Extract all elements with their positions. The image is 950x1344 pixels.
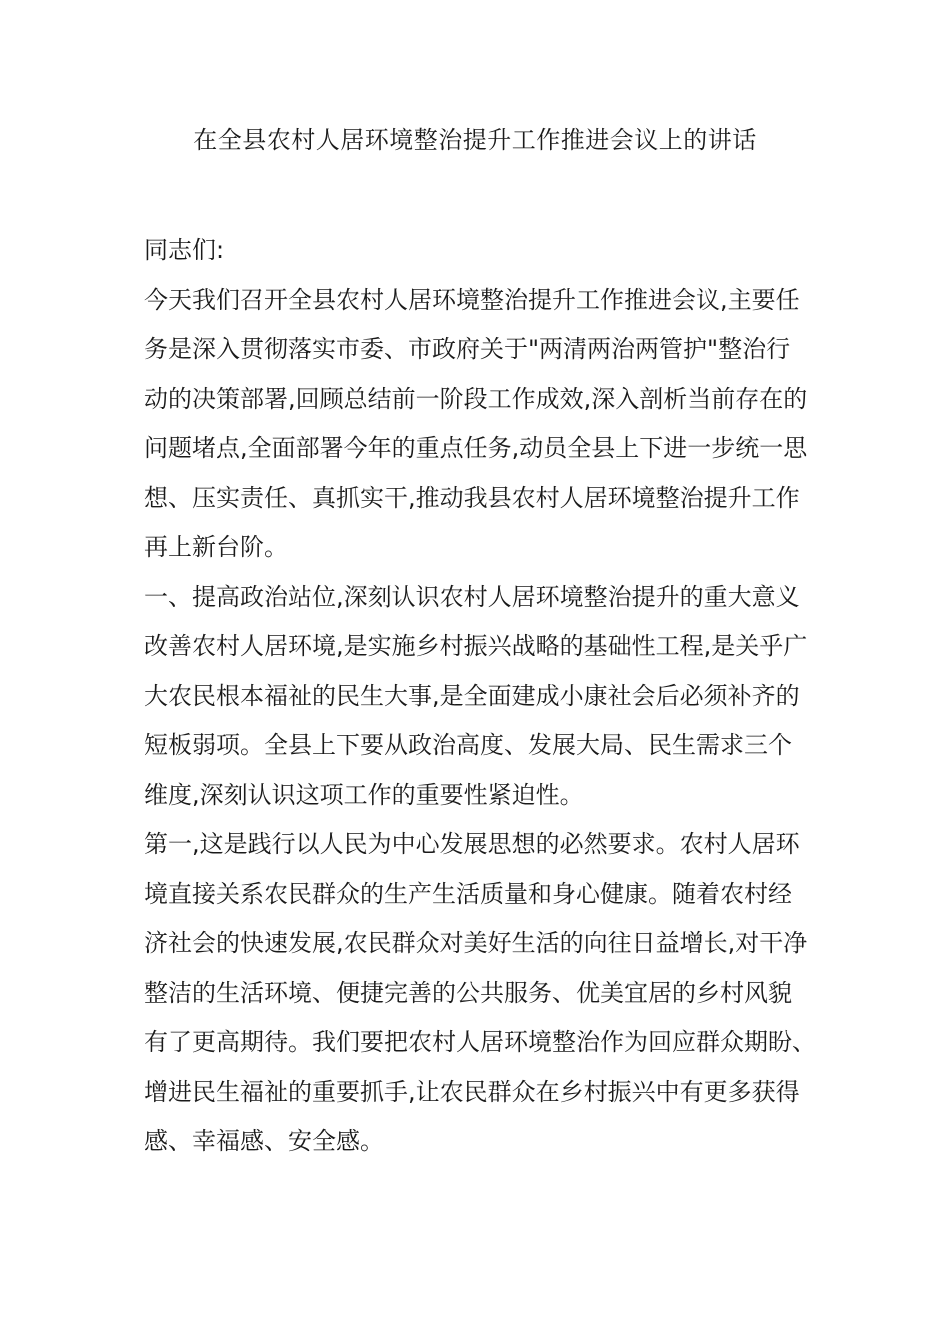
body-line: 济社会的快速发展,农民群众对美好生活的向往日益增长,对干净 <box>144 929 808 957</box>
body-line: 增进民生福祉的重要抓手,让农民群众在乡村振兴中有更多获得 <box>144 1077 800 1106</box>
body-line: 动的决策部署,回顾总结前一阶段工作成效,深入剖析当前存在的 <box>144 384 808 413</box>
body-line: 短板弱项。全县上下要从政治高度、发展大局、民生需求三个 <box>144 731 792 759</box>
document-body <box>144 226 816 1167</box>
body-line: 第一,这是践行以人民为中心发展思想的必然要求。农村人居环 <box>144 830 800 858</box>
body-line: 想、压实责任、真抓实干,推动我县农村人居环境整治提升工作 <box>144 483 800 512</box>
body-line: 境直接关系农民群众的生产生活质量和身心健康。随着农村经 <box>144 879 792 908</box>
salutation-line: 同志们: <box>144 236 225 264</box>
body-line: 再上新台阶。 <box>144 533 288 561</box>
section-heading: 一、提高政治站位,深刻认识农村人居环境整治提升的重大意义 <box>144 582 800 611</box>
body-line: 改善农村人居环境,是实施乡村振兴战略的基础性工程,是关乎广 <box>144 632 808 660</box>
body-line: 维度,深刻认识这项工作的重要性紧迫性。 <box>144 780 584 809</box>
body-line: 务是深入贯彻落实市委、市政府关于"两清两治两管护"整治行 <box>144 335 791 363</box>
body-line: 有了更高期待。我们要把农村人居环境整治作为回应群众期盼、 <box>144 1028 816 1056</box>
body-line: 问题堵点,全面部署今年的重点任务,动员全县上下进一步统一思 <box>144 434 808 462</box>
body-line: 今天我们召开全县农村人居环境整治提升工作推进会议,主要任 <box>144 285 800 314</box>
body-line: 感、幸福感、安全感。 <box>144 1127 384 1155</box>
body-line: 整洁的生活环境、便捷完善的公共服务、优美宜居的乡村风貌 <box>144 978 792 1007</box>
document-title: 在全县农村人居环境整治提升工作推进会议上的讲话 <box>193 126 757 154</box>
body-line: 大农民根本福祉的民生大事,是全面建成小康社会后必须补齐的 <box>144 681 800 710</box>
